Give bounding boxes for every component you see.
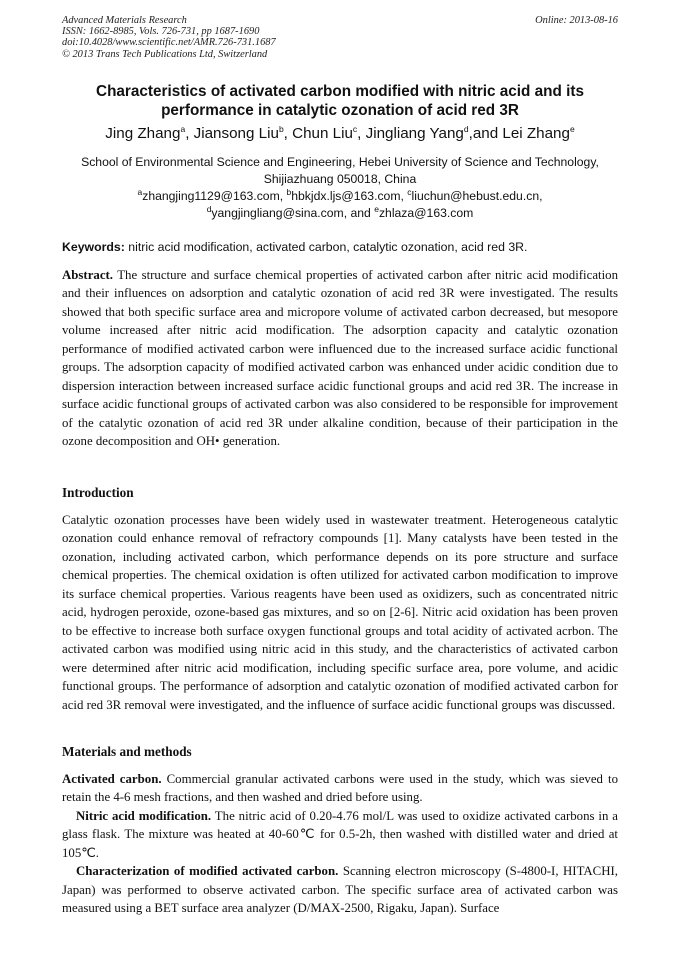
author: Jiansong Liu [193, 125, 279, 142]
online-date: Online: 2013-08-16 [535, 15, 618, 26]
affiliation-line: School of Environmental Science and Engineering, Hebei University of Science and Technology, [81, 155, 599, 169]
author-affil-mark: d [463, 123, 469, 134]
methods-paragraph: Characterization of modified activated carbon. Scanning electron microscopy (S-4800-I, HITACHI, Japan) was performed to observe activated carbon. The specific surface area of activated carbon was measured using a BET surface area analyzer (D/MAX-2500, Rigaku, Japan). Surface [62, 864, 619, 916]
paragraph-label: Characterization of modified activated carbon. [76, 864, 339, 879]
keywords-text: nitric acid modification, activated carbon, catalytic ozonation, acid red 3R. [124, 240, 528, 254]
email-link[interactable]: zhangjing1129@163.com [142, 189, 280, 203]
section-heading-introduction: Introduction [62, 485, 134, 500]
abstract-text: The structure and surface chemical properties of activated carbon after nitric acid modification and their influences on adsorption and catalytic ozonation of acid red 3R were investigated. The results showed that both specific surface area and micropore volume of activated carbon decreased, but mesopore volume increased after nitric acid modification. The adsorption capacity and catalytic ozonation performance of modified activated carbon were influenced due to the increased surface acidic functional groups. The adsorption capacity of modified activated carbon was enhanced under acidic condition due to dispersion interaction between increased surface acidic functional groups and acid red 3R. The increase in surface acidic functional groups of activated carbon was also considered to be responsible for improvement of the catalytic ozonation of acid red 3R under alkaline condition, because of their participation in the ozone decomposition and OH• generation. [62, 268, 618, 449]
author: and Lei Zhang [472, 125, 570, 142]
methods-paragraph: Nitric acid modification. The nitric acid of 0.20-4.76 mol/L was used to oxidize activated carbons in a glass flask. The mixture was heated at 40-60℃ for 0.5-2h, then washed with distilled water and dried at 105℃. [62, 808, 618, 860]
journal-name: Advanced Materials Research [62, 15, 187, 26]
author-list: Jing Zhang$^a$, Jiansong Liu$^b$, Chun Liu$^c$, Jingliang Yang$^d$,and Lei Zhang$^e$ [105, 123, 575, 142]
journal-doi: doi:10.4028/www.scientific.net/AMR.726-731.1687 [62, 37, 276, 49]
author-affil-mark: e [569, 123, 575, 134]
introduction-text: Catalytic ozonation processes have been widely used in wastewater treatment. Heterogeneous catalytic ozonation could enhance removal of refractory compounds [1]. Many catalysts have been tested in the ozonation, including activated carbon, which performance depends on its pore structure and surface chemical properties. The chemical oxidation is often utilized for activated carbon modification to improve its surface chemical properties. Various reagents have been used as oxidizers, such as concentrated nitric acid, hydrogen peroxide, ozone-based gas mixtures, and so on [2-6]. Nitric acid oxidation has been proven to be effective to increase both surface oxygen functional groups and total acidity of activated acrbon. The activated carbon was modified using nitric acid in this study, and the characteristics of activated carbon were determined after nitric acid modification, including specific surface area, pore volume, and acidic functional groups. The performance of adsorption and catalytic ozonation of modified activated carbon for acid red 3R removal were investigated, and the influence of surface acidic functional groups was discussed. [62, 513, 618, 712]
email-list: $^a$zhangjing1129@163.com, $^b$hbkjdx.ljs@163.com, $^c$liuchun@hebust.edu.cn, $^d$yangjingliang@sina.com, and $^e$zhlaza@163.com [137, 186, 543, 220]
email-link[interactable]: hbkjdx.ljs@163.com [291, 189, 401, 203]
author: Jing Zhang [105, 125, 181, 142]
paper-title: Characteristics of activated carbon modified with nitric acid and its performance in catalytic ozonation of acid red 3R [96, 83, 584, 119]
email-link[interactable]: zhlaza@163.com [378, 206, 474, 220]
author-affil-mark: b [278, 123, 284, 134]
author-affil-mark: a [180, 123, 186, 134]
keywords [62, 239, 618, 255]
email-link[interactable]: yangjingliang@sina.com [211, 206, 344, 220]
methods-section [62, 770, 618, 918]
author: Jingliang Yang [365, 125, 464, 142]
paragraph-label: Activated carbon. [62, 772, 162, 786]
affiliation-line: Shijiazhuang 050018, China [263, 172, 417, 186]
author-affil-mark: c [352, 123, 358, 134]
journal-header [62, 15, 618, 60]
section-heading-methods: Materials and methods [62, 744, 192, 759]
author: Chun Liu [292, 125, 353, 142]
keywords-label: Keywords: [62, 240, 125, 254]
abstract-label: Abstract. [62, 268, 114, 282]
paragraph-label: Nitric acid modification. [76, 808, 212, 823]
methods-paragraph: Activated carbon. Commercial granular activated carbons were used in the study, which was sieved to retain the 4-6 mesh fractions, and then washed and dried before using. [62, 772, 618, 805]
affiliation [62, 154, 618, 188]
journal-issn: ISSN: 1662-8985, Vols. 726-731, pp 1687-1690 [62, 26, 260, 38]
journal-copyright: © 2013 Trans Tech Publications Ltd, Switzerland [62, 48, 268, 60]
email-link[interactable]: liuchun@hebust.edu.cn [411, 189, 540, 203]
abstract [62, 266, 618, 451]
